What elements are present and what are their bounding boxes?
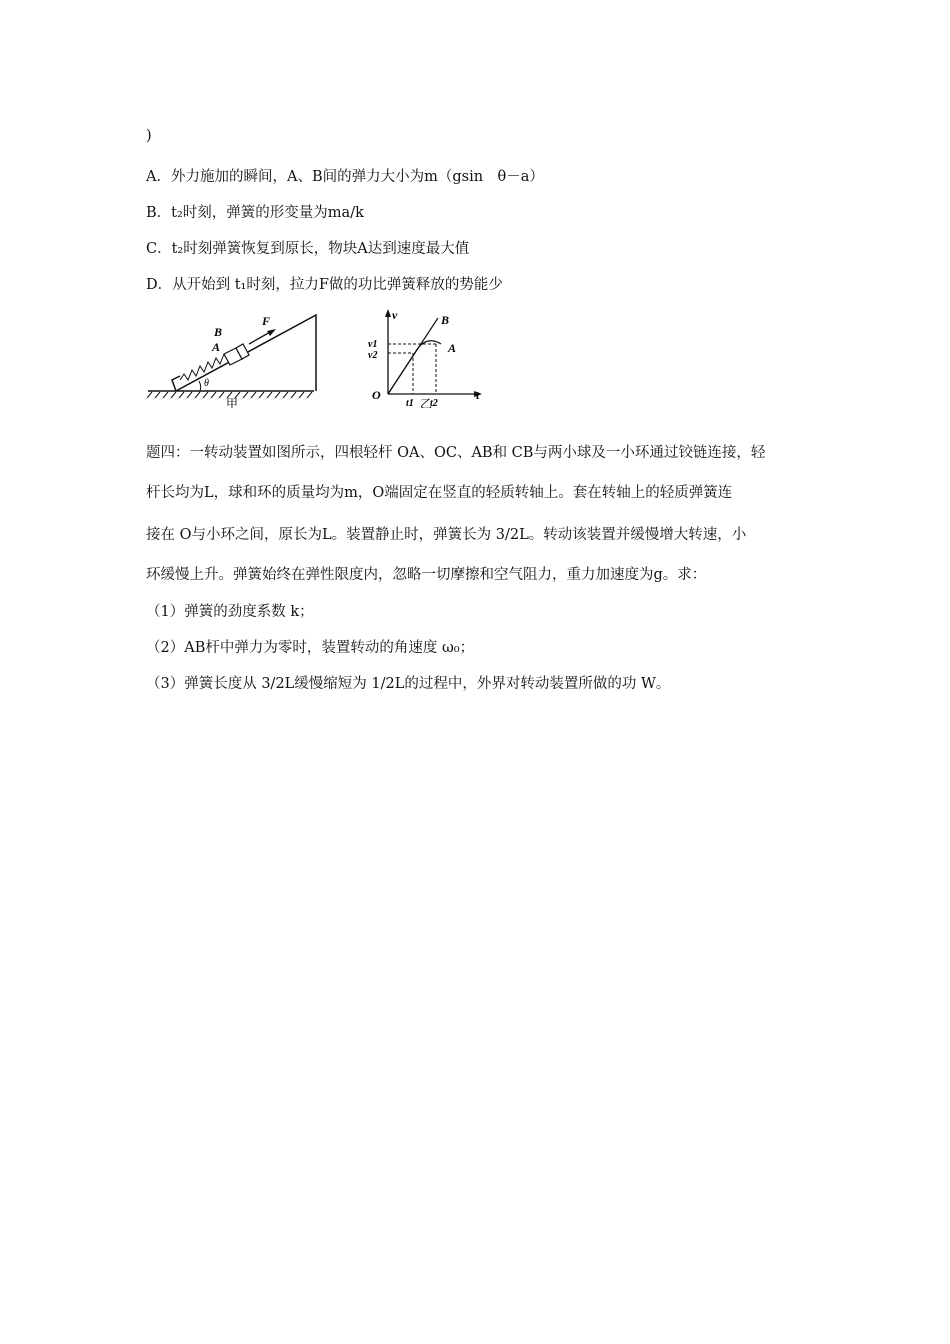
sub-question-2: （2）AB杆中弹力为零时，装置转动的角速度 ω₀； xyxy=(146,640,475,656)
option-a: A．外力施加的瞬间，A、B间的弹力大小为m（gsin θ－a） xyxy=(146,169,544,185)
caption-jia: 甲 xyxy=(226,397,239,408)
option-d: D．从开始到 t₁时刻，拉力F做的功比弹簧释放的势能少 xyxy=(146,277,503,293)
figure-jia xyxy=(147,314,316,408)
label-v2: v2 xyxy=(368,350,378,361)
caption-yi: 乙 xyxy=(420,397,433,408)
label-v: v xyxy=(392,308,398,322)
sub-question-3: （3）弹簧长度从 3/2L缓慢缩短为 1/2L的过程中，外界对转动装置所做的功 W。 xyxy=(146,676,671,692)
label-v1: v1 xyxy=(368,339,378,350)
physics-figure xyxy=(146,308,506,408)
label-t2: t2 xyxy=(430,398,438,408)
question-four-line-2: 杆长均为L，球和环的质量均为m，O端固定在竖直的轻质转轴上。套在转轴上的轻质弹簧连 xyxy=(146,485,733,501)
question-four-line-3: 接在 O与小环之间，原长为L。装置静止时，弹簧长为 3/2L。转动该装置并缓慢增大转速，小 xyxy=(146,527,747,543)
label-t: t xyxy=(476,388,480,402)
label-b-yi: B xyxy=(441,313,450,327)
option-b: B．t₂时刻，弹簧的形变量为ma/k xyxy=(146,205,364,221)
label-b-jia: B xyxy=(214,325,223,339)
label-theta: θ xyxy=(204,378,209,389)
question-four-line-1: 题四：一转动装置如图所示，四根轻杆 OA、OC、AB和 CB与两小球及一小环通过铰链连接，轻 xyxy=(146,445,766,461)
option-c: C．t₂时刻弹簧恢复到原长，物块A达到速度最大值 xyxy=(146,241,470,257)
sub-question-1: （1）弹簧的劲度系数 k； xyxy=(146,604,314,620)
label-o: O xyxy=(372,388,381,402)
question-four-line-4: 环缓慢上升。弹簧始终在弹性限度内，忽略一切摩擦和空气阻力，重力加速度为g。求： xyxy=(146,567,707,583)
figure-yi xyxy=(368,308,482,408)
label-a-jia: A xyxy=(212,340,221,354)
label-t1: t1 xyxy=(406,398,414,408)
label-f: F xyxy=(262,314,271,328)
line-paren: ) xyxy=(146,128,152,144)
label-a-yi: A xyxy=(448,341,457,355)
